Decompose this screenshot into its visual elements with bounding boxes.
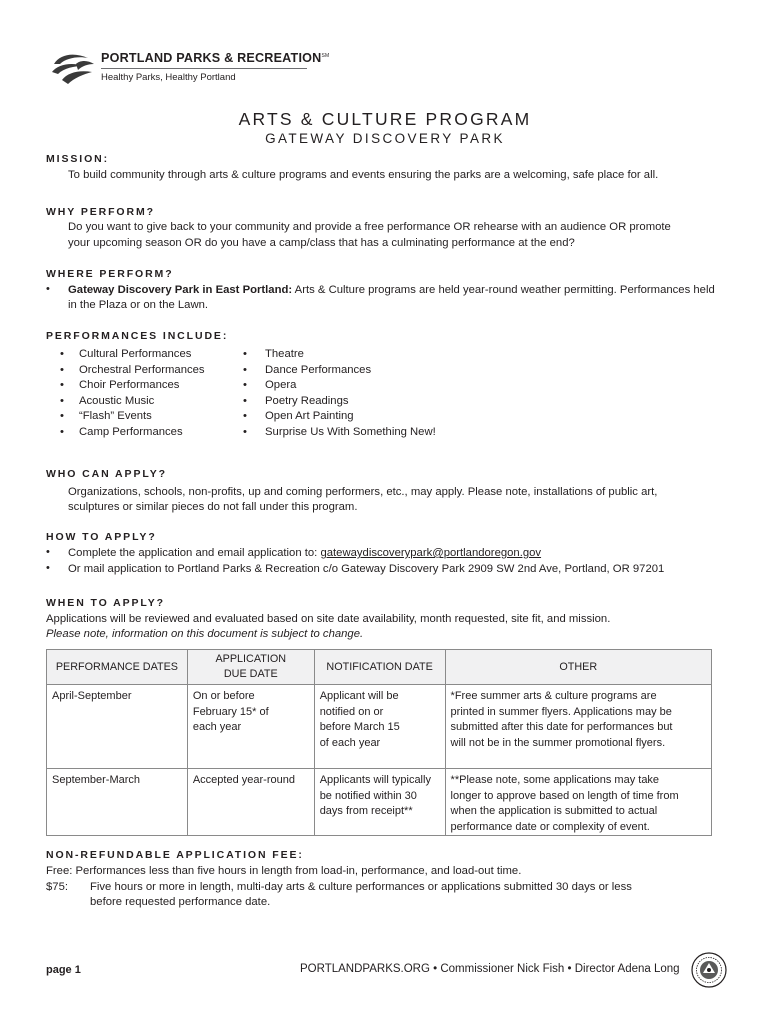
cell-dates: April-September: [47, 685, 188, 769]
when-to-apply-line1: Applications will be reviewed and evaluated based on site date availability, month requested, site fit, and mission.: [46, 613, 611, 625]
list-item: • Orchestral Performances: [60, 363, 205, 376]
how-to-apply-item2: Or mail application to Portland Parks & Recreation c/o Gateway Discovery Park 2909 SW 2nd Ave, Portland, OR 97201: [68, 563, 665, 575]
bullet: •: [46, 283, 50, 295]
mission-heading: MISSION:: [46, 153, 110, 165]
list-item: • Choir Performances: [60, 379, 180, 391]
why-perform-line1: Do you want to give back to your community and provide a free performance OR rehearse with an audience OR promote: [68, 221, 671, 233]
who-can-apply-line1: Organizations, schools, non-profits, up and coming performers, etc., may apply. Please note, installations of public art,: [68, 486, 658, 498]
city-seal-icon: [691, 952, 727, 988]
org-name: PORTLAND PARKS & RECREATION℠: [101, 51, 330, 65]
bullet: •: [46, 562, 50, 574]
hand-leaf-logo-icon: [50, 50, 96, 86]
email-link[interactable]: gatewaydiscoverypark@portlandoregon.gov: [320, 547, 542, 559]
fee-free: Free: Performances less than five hours in length from load-in, performance, and load-out time.: [46, 865, 522, 877]
list-item: • Cultural Performances: [60, 348, 192, 360]
who-can-apply-line2: sculptures or similar pieces do not fall under this program.: [68, 501, 358, 513]
performances-heading: PERFORMANCES INCLUDE:: [46, 330, 229, 342]
who-can-apply-heading: WHO CAN APPLY?: [46, 468, 167, 480]
list-item: • “Flash” Events: [60, 410, 152, 422]
page-number: page 1: [46, 964, 81, 976]
tagline: Healthy Parks, Healthy Portland: [101, 72, 236, 83]
performances-right-list: [243, 347, 436, 440]
list-item: • Opera: [243, 379, 297, 391]
mission-text: To build community through arts & culture programs and events ensuring the parks are a welcoming, safe place for all.: [68, 169, 659, 181]
cell-other: **Please note, some applications may take longer to approve based on length of time from when the application is submitted to actual performance date or complexity of event.: [445, 769, 711, 836]
header-notification-date: NOTIFICATION DATE: [314, 650, 445, 685]
why-perform-line2: your upcoming season OR do you have a camp/class that has a culminating performance at the end?: [68, 237, 575, 249]
header-divider: [101, 68, 307, 69]
header-application-due-date: APPLICATION DUE DATE: [187, 650, 314, 685]
header-other: OTHER: [445, 650, 711, 685]
where-perform-line2: in the Plaza or on the Lawn.: [68, 299, 209, 311]
page-title: ARTS & CULTURE PROGRAM: [238, 109, 532, 129]
table-row: [47, 685, 712, 769]
where-perform-heading: WHERE PERFORM?: [46, 268, 174, 280]
bullet: •: [46, 546, 50, 558]
cell-notify: Applicants will typically be notified within 30 days from receipt**: [314, 769, 445, 836]
header-performance-dates: PERFORMANCE DATES: [47, 650, 188, 685]
table-header-row: [47, 650, 712, 685]
fee-paid-line2: before requested performance date.: [90, 896, 271, 908]
list-item: • Surprise Us With Something New!: [243, 425, 436, 438]
list-item: • Open Art Painting: [243, 410, 354, 422]
where-perform-line1: Gateway Discovery Park in East Portland: Arts & Culture programs are held year-round weather permitting. Performances held: [68, 284, 715, 296]
why-perform-heading: WHY PERFORM?: [46, 206, 155, 218]
how-to-apply-heading: HOW TO APPLY?: [46, 531, 157, 543]
page-subtitle: GATEWAY DISCOVERY PARK: [265, 131, 505, 146]
table-row: [47, 769, 712, 836]
list-item: • Theatre: [243, 348, 304, 360]
cell-notify: Applicant will be notified on or before March 15 of each year: [314, 685, 445, 769]
cell-other: *Free summer arts & culture programs are printed in summer flyers. Applications may be submitted after this date for performances but will not be in the summer promotional flyers.: [445, 685, 711, 769]
schedule-table: [46, 649, 712, 836]
cell-due: On or before February 15* of each year: [187, 685, 314, 769]
fee-paid-line1: Five hours or more in length, multi-day arts & culture performances or applications submitted 30 days or less: [90, 881, 632, 893]
cell-dates: September-March: [47, 769, 188, 836]
fee-heading: NON-REFUNDABLE APPLICATION FEE:: [46, 849, 304, 861]
list-item: • Acoustic Music: [60, 394, 155, 407]
list-item: • Poetry Readings: [243, 394, 349, 407]
list-item: • Dance Performances: [243, 363, 372, 376]
footer-credits: PORTLANDPARKS.ORG • Commissioner Nick Fish • Director Adena Long: [300, 963, 680, 975]
cell-due: Accepted year-round: [187, 769, 314, 836]
when-to-apply-note: Please note, information on this document is subject to change.: [46, 628, 364, 640]
list-item: • Camp Performances: [60, 425, 183, 438]
performances-left-list: [60, 347, 205, 440]
how-to-apply-item1: Complete the application and email application to: gatewaydiscoverypark@portlandoregon.gov: [68, 547, 542, 559]
when-to-apply-heading: WHEN TO APPLY?: [46, 597, 165, 609]
fee-paid-label: $75:: [46, 881, 68, 893]
